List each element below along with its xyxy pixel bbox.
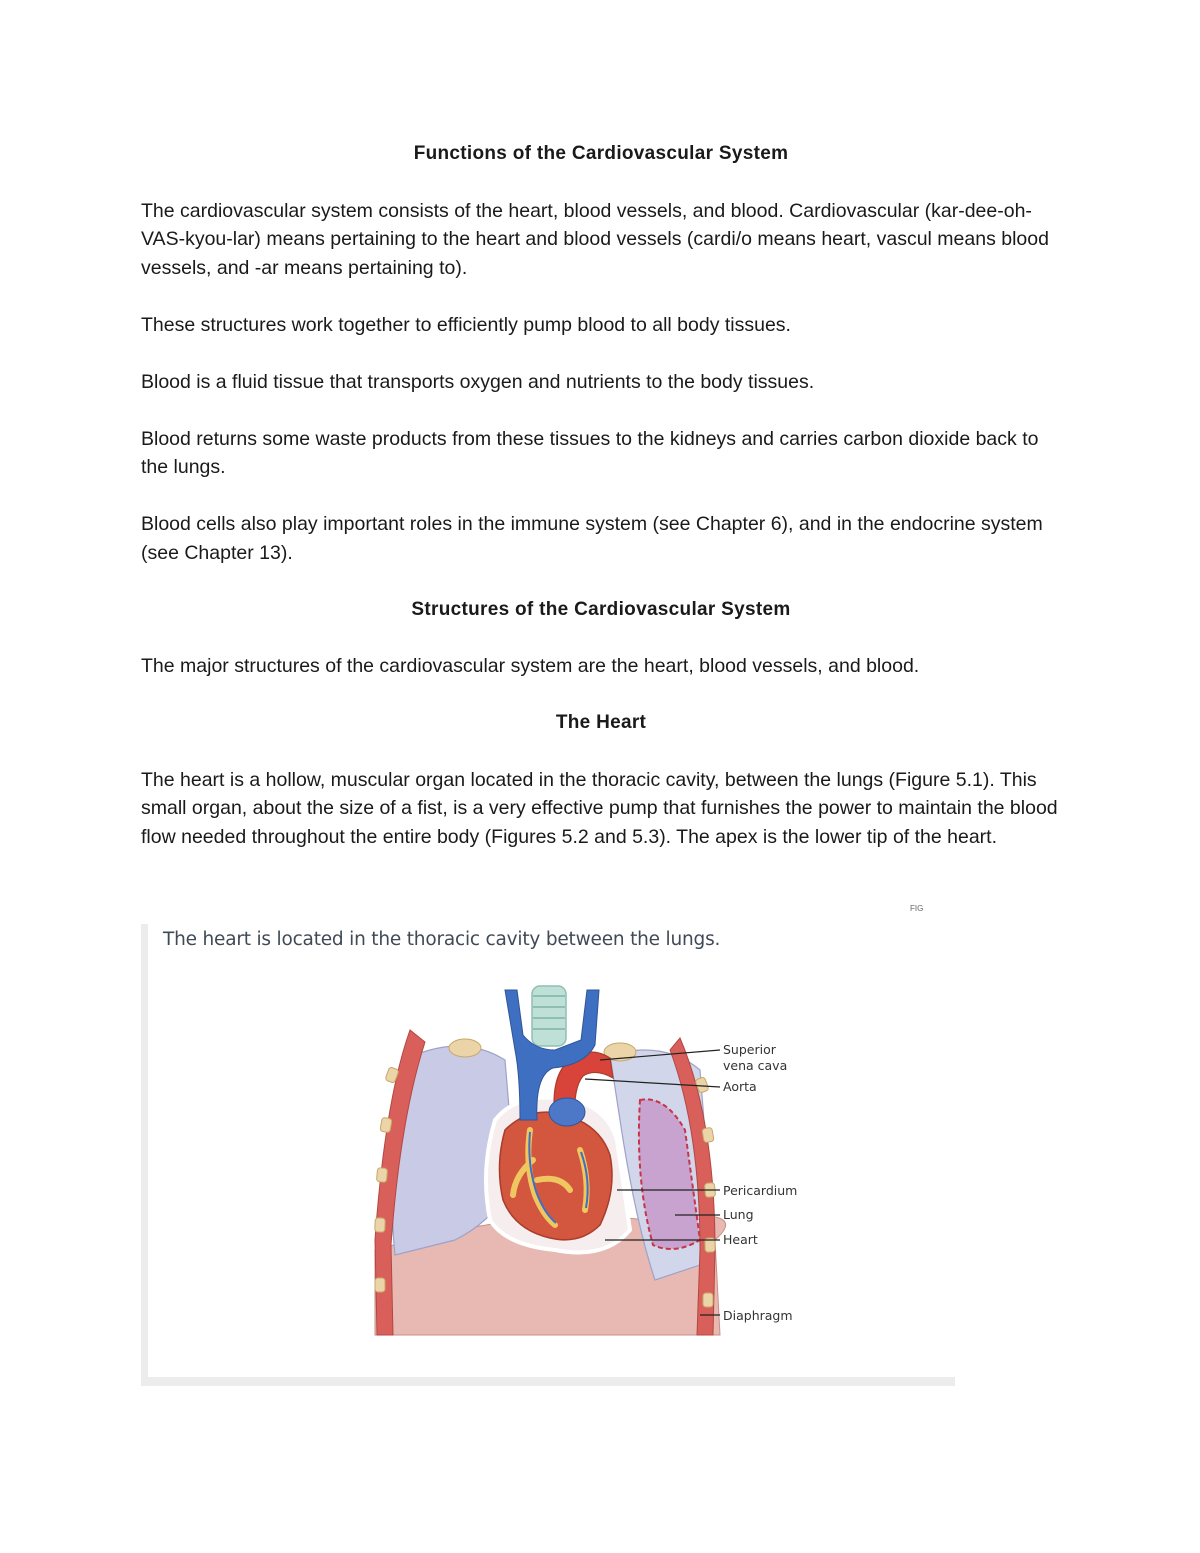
pulmonary-trunk-shape (549, 1098, 585, 1126)
figure-heart-location (141, 924, 955, 1386)
document-body (141, 140, 1061, 851)
label-superior-vena-cava-1: Superior (723, 1042, 776, 1057)
label-diaphragm: Diaphragm (723, 1308, 793, 1323)
heading-the-heart: The Heart (555, 712, 647, 733)
label-heart: Heart (723, 1232, 758, 1247)
heading-structures: Structures of the Cardiovascular System (411, 598, 791, 620)
label-superior-vena-cava-2: vena cava (723, 1058, 788, 1073)
paragraph-functions-5: Blood cells also play important roles in the immune system (see Chapter 6), and in the endocrine system (see Chapter 13). (141, 513, 1043, 564)
label-aorta: Aorta (723, 1079, 757, 1094)
figure-border-bottom (141, 1377, 955, 1386)
paragraph-functions-2: These structures work together to efficiently pump blood to all body tissues. (141, 313, 791, 336)
paragraph-heart-1: The heart is a hollow, muscular organ located in the thoracic cavity, between the lungs (Figure 5.1). This small organ, about the size of a fist, is a very effective pump that furnishes the power to maintain the blood flow needed throughout the entire body (Figures 5.2 and 5.3). The apex is the lower tip of the heart. (141, 768, 1058, 848)
figure-tag: FIG (910, 904, 924, 913)
paragraph-structures-1: The major structures of the cardiovascular system are the heart, blood vessels, and blood. (141, 655, 920, 677)
thoracic-cavity-illustration (355, 980, 955, 1345)
paragraph-functions-3: Blood is a fluid tissue that transports oxygen and nutrients to the body tissues. (141, 370, 815, 393)
figure-border-left (141, 924, 148, 1386)
label-pericardium: Pericardium (723, 1183, 798, 1198)
label-lung: Lung (723, 1207, 754, 1222)
paragraph-functions-1: The cardiovascular system consists of the heart, blood vessels, and blood. Cardiovascular (kar-dee-oh-VAS-kyou-lar) means pertaining to the heart and blood vessels (cardi/o means heart, vascul means blood vessels, and -ar means pertaining to). (141, 199, 1049, 279)
paragraph-functions-4: Blood returns some waste products from these tissues to the kidneys and carries carbon dioxide back to the lungs. (141, 427, 1039, 478)
heading-functions: Functions of the Cardiovascular System (413, 143, 789, 164)
figure-caption: The heart is located in the thoracic cavity between the lungs. (163, 929, 721, 950)
trachea-shape (532, 986, 566, 1046)
